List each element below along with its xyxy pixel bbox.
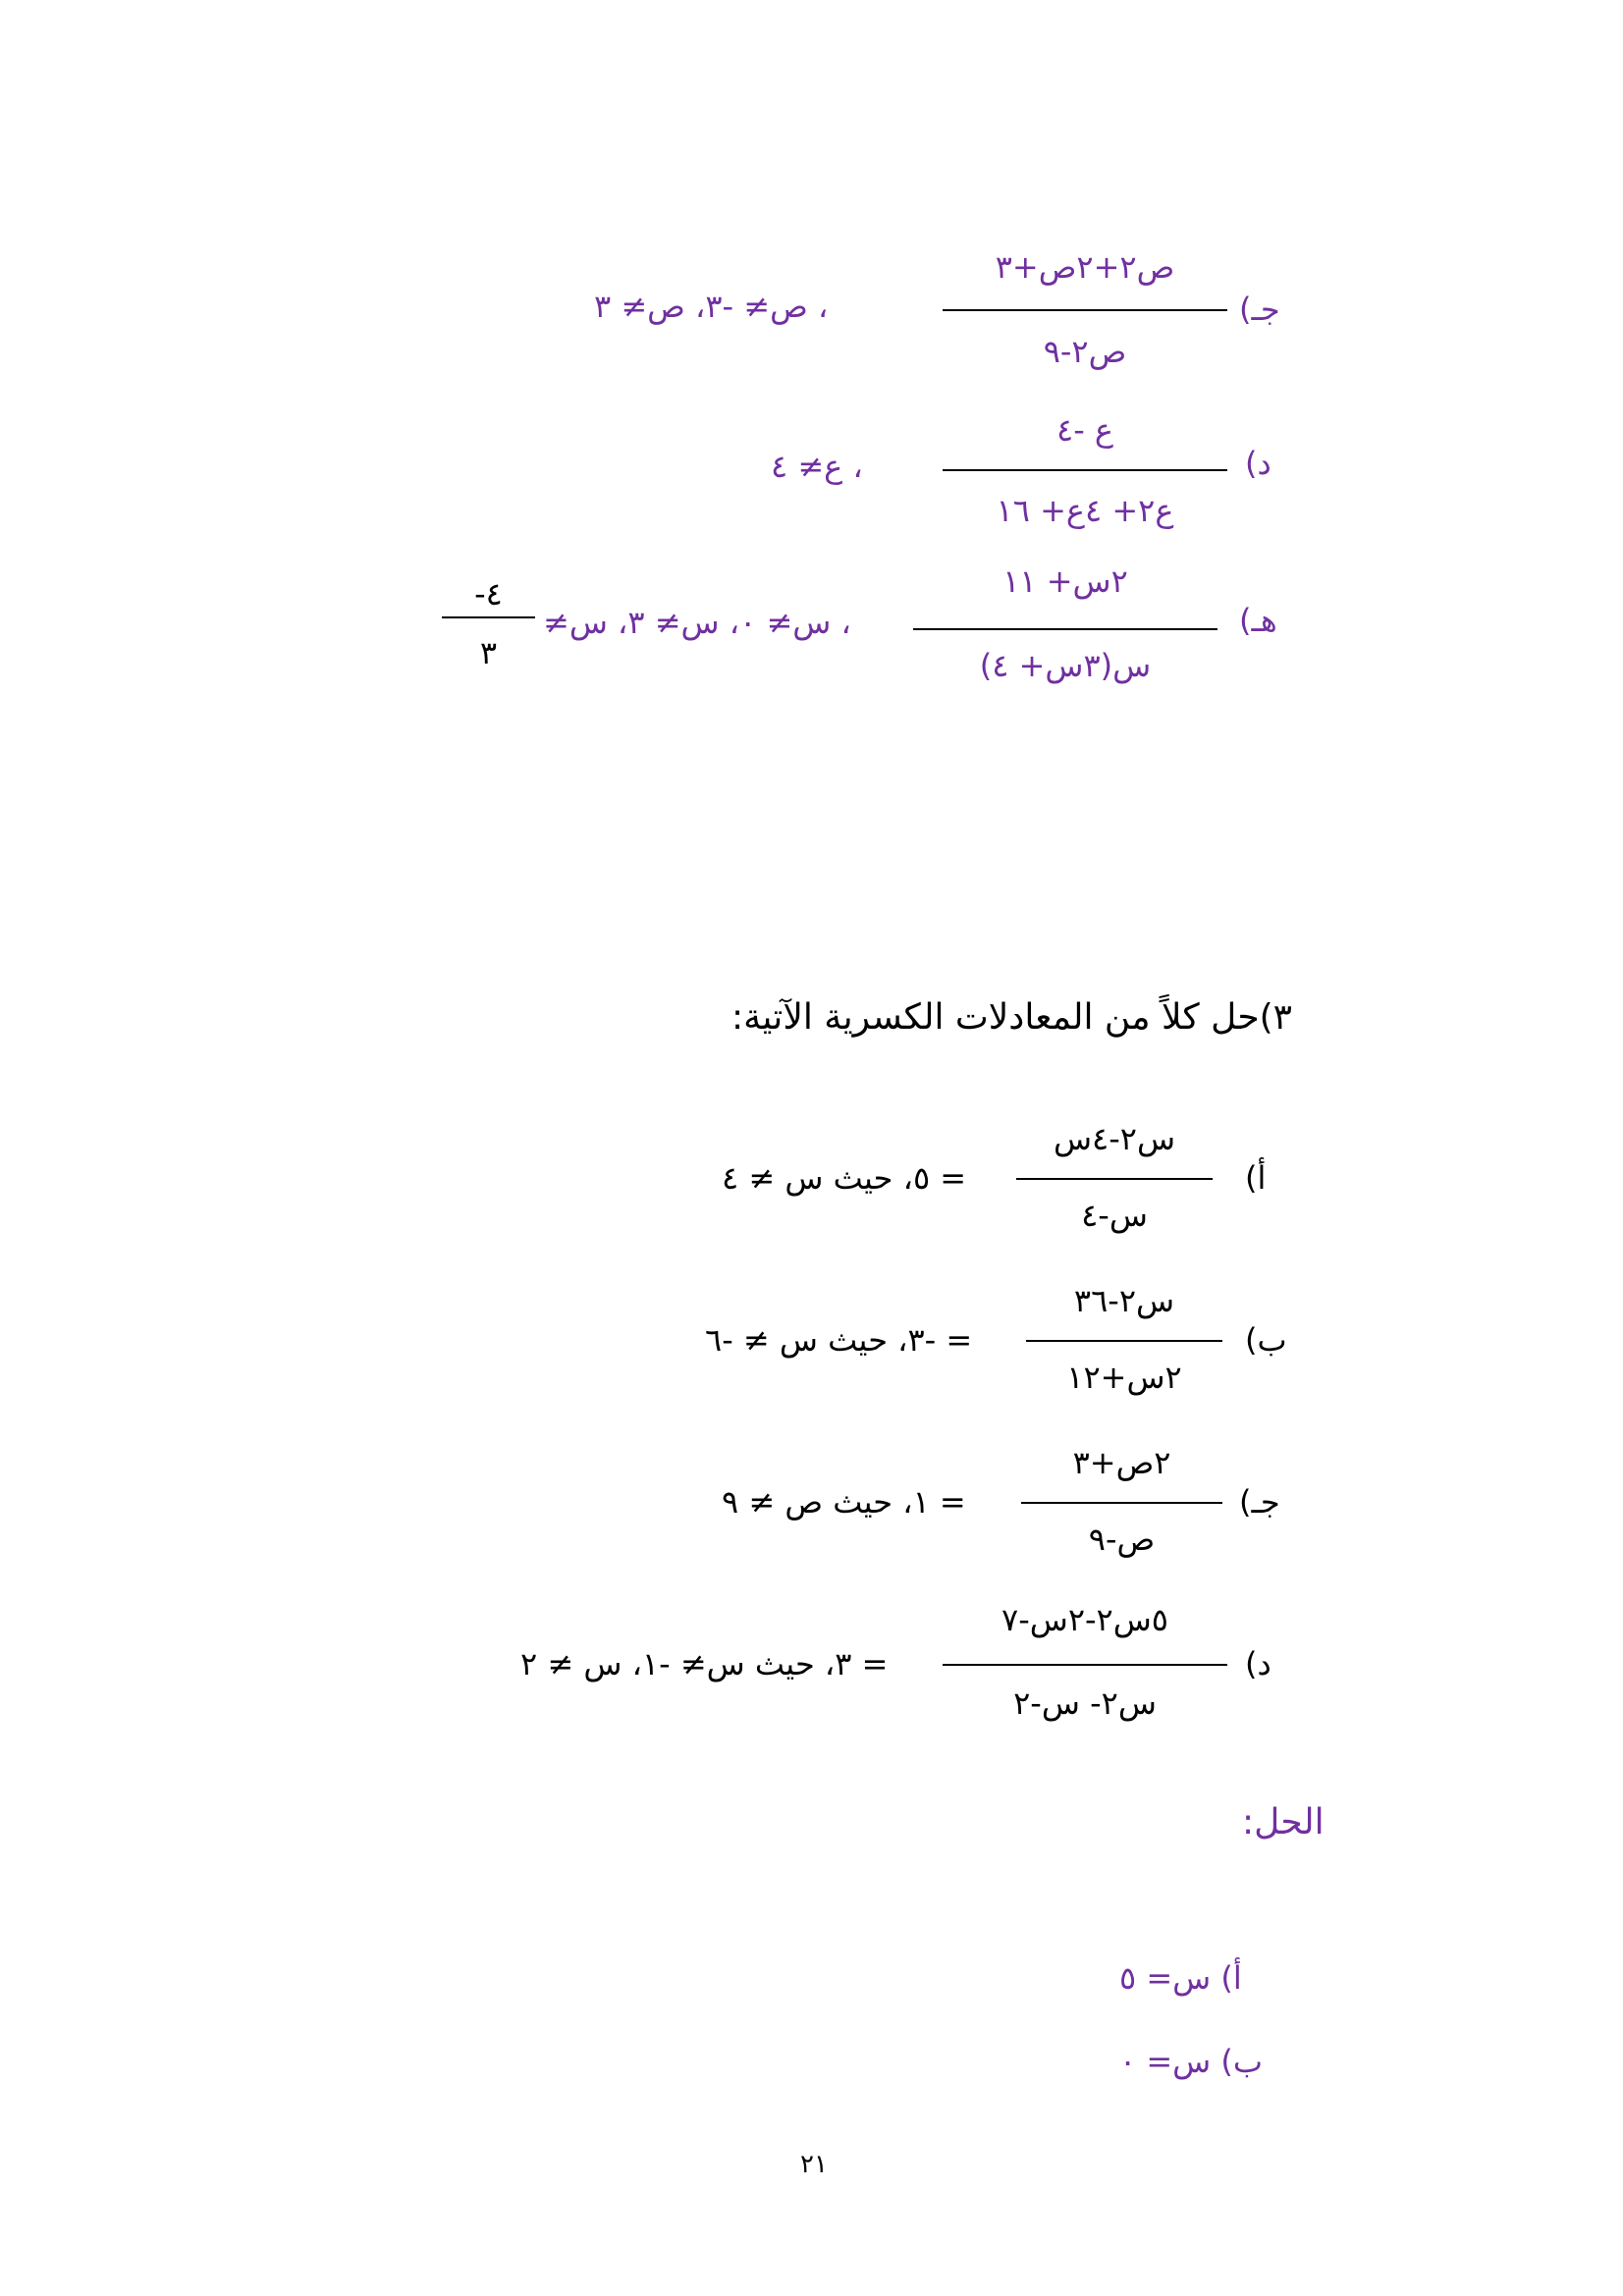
- denominator: ٢س+١٢: [1066, 1359, 1182, 1396]
- solution-answer-b: ب) س= ٠: [1119, 2043, 1264, 2080]
- solution-answer-a: أ) س= ٥: [1119, 1959, 1242, 1997]
- item-label: هـ): [1239, 602, 1277, 639]
- numerator: ٢ص+٣: [1072, 1444, 1171, 1481]
- equation-rhs: = -٣، حيث س ≠ -٦: [705, 1321, 973, 1359]
- numerator: ٢س+ ١١: [1002, 562, 1128, 600]
- fraction-bar: [1026, 1340, 1222, 1342]
- equation-rhs: = ٣، حيث س≠ -١، س ≠ ٢: [520, 1645, 889, 1682]
- item-label: جـ): [1239, 291, 1280, 328]
- page-number: ٢١: [800, 2150, 828, 2179]
- denominator: س٢- س-٢: [1013, 1684, 1157, 1722]
- fraction-bar: [913, 628, 1217, 630]
- fraction-bar: [943, 469, 1227, 471]
- item-label: أ): [1245, 1159, 1267, 1197]
- denominator: ص-٩: [1088, 1521, 1156, 1558]
- fraction-bar: [1021, 1502, 1222, 1504]
- denominator: س-٤: [1081, 1197, 1148, 1234]
- numerator: س٢-٤س: [1053, 1120, 1176, 1157]
- numerator: ص٢+٢ص+٣: [995, 248, 1175, 286]
- numerator: ٥س٢-٢س-٧: [1001, 1601, 1168, 1638]
- denominator: س(٣س+ ٤): [979, 647, 1152, 684]
- condition-fraction-bar: [442, 616, 535, 618]
- numerator: س٢-٣٦: [1073, 1282, 1175, 1319]
- fraction-bar: [943, 1664, 1227, 1666]
- condition-fraction-numerator: -٤: [474, 575, 503, 613]
- item-label: جـ): [1239, 1483, 1280, 1521]
- fraction-bar: [943, 309, 1227, 311]
- equation-rhs: = ٥، حيث س ≠ ٤: [722, 1159, 967, 1197]
- item-label: ب): [1245, 1321, 1287, 1359]
- item-label: د): [1245, 1645, 1271, 1682]
- domain-conditions: ، ع≠ ٤: [771, 448, 863, 485]
- denominator: ص٢-٩: [1043, 333, 1127, 370]
- numerator: ع -٤: [1056, 411, 1113, 449]
- section-3-heading: ٣)حل كلاً من المعادلات الكسرية الآتية:: [731, 997, 1292, 1038]
- fraction-bar: [1016, 1178, 1213, 1180]
- domain-conditions: ، س≠ ٠، س≠ ٣، س≠: [543, 604, 851, 641]
- denominator: ع٢+ ٤ع+ ١٦: [996, 492, 1174, 529]
- condition-fraction-denominator: ٣: [479, 634, 498, 671]
- equation-rhs: = ١، حيث ص ≠ ٩: [722, 1483, 966, 1521]
- item-label: د): [1245, 445, 1271, 482]
- domain-conditions: ، ص≠ -٣، ص≠ ٣: [594, 288, 829, 325]
- solution-heading: الحل:: [1242, 1802, 1325, 1842]
